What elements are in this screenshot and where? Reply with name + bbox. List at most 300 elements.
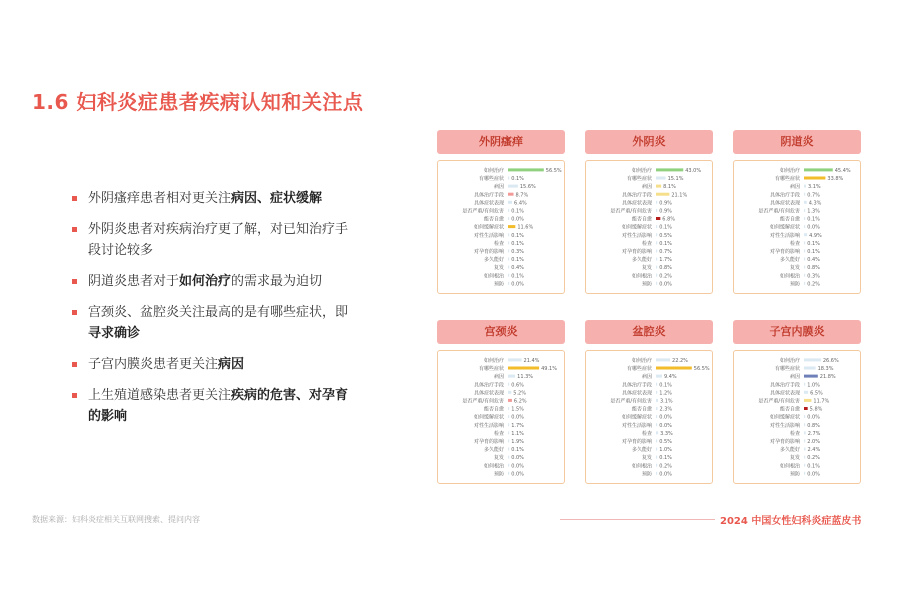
value-label: 0.1%	[659, 382, 672, 389]
bar	[804, 367, 816, 370]
category-label: 如何治疗	[483, 168, 504, 174]
chart-panel-vulvar-pruritus	[437, 130, 565, 294]
chart-title: 外阴炎	[585, 130, 713, 154]
chart-title: 盆腔炎	[585, 320, 713, 344]
bar	[508, 383, 509, 386]
category-label: 预防	[641, 281, 652, 288]
category-label: 具体症状表现	[769, 200, 800, 207]
value-label: 0.2%	[659, 463, 672, 470]
bar	[508, 464, 509, 467]
value-label: 0.0%	[659, 281, 672, 288]
value-label: 11.3%	[517, 374, 534, 381]
value-label: 0.0%	[807, 471, 820, 478]
bar	[656, 185, 661, 188]
bar	[508, 225, 515, 228]
value-label: 1.1%	[511, 430, 524, 437]
chart-title: 宫颈炎	[437, 320, 565, 344]
value-label: 21.4%	[523, 358, 540, 364]
category-label: 对性生活影响	[621, 422, 652, 429]
category-label: 如何治疗	[779, 358, 800, 364]
bar	[656, 448, 657, 451]
category-label: 能否自愈	[779, 406, 800, 413]
value-label: 8.1%	[663, 184, 676, 191]
value-label: 1.9%	[511, 439, 524, 445]
bar	[508, 407, 509, 410]
category-label: 对孕育的影响	[473, 439, 504, 445]
category-label: 是否严重/有何危害	[462, 208, 504, 215]
category-label: 复发	[789, 455, 800, 462]
bullet-marker	[72, 279, 77, 284]
value-label: 2.7%	[807, 430, 821, 437]
value-label: 1.0%	[659, 447, 672, 454]
footer-divider	[560, 519, 715, 520]
bar	[508, 274, 509, 277]
value-label: 0.1%	[807, 463, 820, 470]
bar	[804, 177, 825, 180]
value-label: 0.3%	[511, 249, 524, 255]
bar	[804, 249, 805, 252]
bullet-item: 上生殖道感染患者更关注疾病的危害、对孕育的影响	[70, 385, 360, 427]
bullet-list	[70, 188, 360, 437]
category-label: 具体症状表现	[473, 390, 504, 397]
bar	[508, 431, 509, 434]
value-label: 6.2%	[513, 398, 527, 405]
bar	[508, 367, 539, 370]
chart-box	[585, 350, 713, 484]
category-label: 病因	[789, 184, 800, 191]
bar	[508, 201, 512, 204]
bar-chart	[586, 161, 714, 293]
value-label: 15.1%	[667, 176, 684, 183]
value-label: 0.9%	[659, 208, 672, 215]
category-label: 预防	[493, 281, 504, 288]
value-label: 2.4%	[807, 447, 821, 454]
chart-box	[585, 160, 713, 294]
bar	[656, 241, 657, 244]
bar	[804, 168, 833, 171]
category-label: 复发	[493, 265, 504, 272]
value-label: 0.0%	[807, 414, 820, 421]
value-label: 0.0%	[511, 471, 524, 478]
category-label: 如何根治	[779, 463, 800, 470]
category-label: 检查	[493, 430, 504, 437]
value-label: 0.3%	[807, 273, 820, 280]
category-label: 复发	[641, 455, 652, 462]
category-label: 对性生活影响	[769, 232, 800, 239]
category-label: 如何治疗	[779, 168, 800, 174]
value-label: 56.5%	[693, 366, 710, 373]
value-label: 1.0%	[807, 382, 820, 389]
chart-panel-cervicitis	[437, 320, 565, 484]
value-label: 0.1%	[807, 249, 820, 255]
bar	[656, 249, 657, 252]
bar	[508, 185, 518, 188]
category-label: 具体治疗手段	[621, 382, 652, 389]
category-label: 具体治疗手段	[473, 192, 504, 199]
bar	[656, 383, 657, 386]
chart-panel-endometritis	[733, 320, 861, 484]
value-label: 9.4%	[663, 374, 677, 381]
bar	[804, 185, 806, 188]
category-label: 对孕育的影响	[769, 439, 800, 445]
bullet-marker	[72, 393, 77, 398]
category-label: 能否自愈	[483, 216, 504, 223]
bar	[656, 282, 657, 285]
bar	[804, 258, 805, 261]
value-label: 0.1%	[511, 273, 524, 280]
value-label: 0.8%	[807, 422, 820, 429]
category-label: 是否严重/有何危害	[610, 208, 652, 215]
value-label: 3.1%	[807, 184, 821, 191]
category-label: 具体治疗手段	[473, 382, 504, 389]
category-label: 对孕育的影响	[769, 249, 800, 255]
bar	[508, 209, 509, 212]
value-label: 0.4%	[511, 265, 524, 272]
category-label: 多久能好	[779, 447, 800, 454]
bar	[508, 358, 522, 361]
bar	[656, 472, 657, 475]
bar	[656, 456, 657, 459]
category-label: 有哪些症状	[626, 366, 652, 373]
bar	[508, 177, 509, 180]
value-label: 21.1%	[671, 192, 688, 199]
bar	[508, 241, 509, 244]
bar	[804, 241, 805, 244]
category-label: 具体症状表现	[621, 200, 652, 207]
bar	[656, 391, 657, 394]
category-label: 如何根治	[483, 273, 504, 280]
chart-box	[733, 160, 861, 294]
bar-chart	[734, 161, 862, 293]
bullet-marker	[72, 310, 77, 315]
bar	[508, 391, 511, 394]
bar	[508, 399, 512, 402]
category-label: 多久能好	[631, 447, 652, 454]
bar	[656, 375, 662, 378]
bar	[508, 439, 509, 442]
bar	[508, 266, 509, 269]
value-label: 6.5%	[810, 390, 823, 397]
value-label: 1.7%	[659, 257, 672, 264]
bar	[804, 448, 806, 451]
value-label: 0.0%	[659, 422, 672, 429]
chart-panel-pelvic-inflammatory	[585, 320, 713, 484]
bar	[656, 439, 657, 442]
value-label: 0.8%	[659, 265, 672, 272]
bar	[508, 233, 509, 236]
bar	[804, 399, 811, 402]
bar	[804, 225, 805, 228]
value-label: 0.1%	[807, 216, 820, 223]
category-label: 预防	[789, 471, 800, 478]
category-label: 如何治疗	[631, 168, 652, 174]
category-label: 能否自愈	[483, 406, 504, 413]
value-label: 49.1%	[541, 366, 557, 373]
bar	[508, 456, 509, 459]
bar	[656, 464, 657, 467]
value-label: 0.7%	[807, 192, 820, 199]
value-label: 3.1%	[659, 398, 673, 405]
bullet-marker	[72, 196, 77, 201]
category-label: 如何缓解症状	[769, 414, 800, 421]
category-label: 多久能好	[483, 447, 504, 454]
category-label: 能否自愈	[779, 216, 800, 223]
category-label: 检查	[641, 240, 652, 247]
value-label: 6.4%	[514, 200, 527, 207]
bar-chart	[586, 351, 714, 483]
category-label: 如何缓解症状	[621, 224, 652, 231]
bar	[508, 423, 509, 426]
category-label: 病因	[789, 374, 800, 381]
bar-chart	[438, 161, 566, 293]
value-label: 0.0%	[511, 414, 524, 421]
chart-title: 子宫内膜炎	[733, 320, 861, 344]
bar	[656, 399, 658, 402]
bullet-marker	[72, 362, 77, 367]
data-source-note: 数据来源：妇科炎症相关互联网搜索、提问内容	[32, 515, 200, 524]
value-label: 0.1%	[511, 447, 524, 454]
value-label: 26.6%	[822, 358, 839, 364]
category-label: 多久能好	[483, 257, 504, 264]
bar	[656, 201, 657, 204]
page-title: 1.6 妇科炎症患者疾病认知和关注点	[32, 90, 364, 114]
value-label: 18.3%	[817, 366, 834, 373]
bar	[804, 274, 805, 277]
category-label: 病因	[493, 374, 504, 381]
value-label: 5.2%	[513, 390, 526, 397]
category-label: 多久能好	[631, 257, 652, 264]
bar	[656, 233, 657, 236]
bar	[804, 358, 821, 361]
value-label: 6.8%	[662, 216, 676, 223]
value-label: 0.4%	[807, 257, 820, 264]
category-label: 复发	[493, 455, 504, 462]
value-label: 0.0%	[511, 216, 524, 223]
value-label: 0.0%	[807, 224, 820, 231]
bar	[508, 217, 509, 220]
bar	[656, 168, 683, 171]
bar	[656, 217, 660, 220]
category-label: 复发	[789, 265, 800, 272]
category-label: 具体症状表现	[473, 200, 504, 207]
bar	[804, 193, 805, 196]
category-label: 对性生活影响	[473, 232, 504, 239]
category-label: 对孕育的影响	[621, 439, 652, 445]
report-brand: 2024 中国女性妇科炎症蓝皮书	[720, 516, 862, 527]
bar	[508, 375, 515, 378]
chart-box	[733, 350, 861, 484]
bar	[804, 439, 805, 442]
value-label: 0.7%	[659, 249, 672, 255]
value-label: 0.6%	[511, 382, 524, 389]
chart-panel-vaginitis	[733, 130, 861, 294]
category-label: 是否严重/有何危害	[610, 398, 652, 405]
category-label: 有哪些症状	[626, 176, 652, 183]
category-label: 如何缓解症状	[769, 224, 800, 231]
bar	[656, 209, 657, 212]
value-label: 11.6%	[517, 224, 534, 231]
value-label: 22.2%	[672, 358, 688, 364]
value-label: 0.1%	[807, 240, 820, 247]
category-label: 复发	[641, 265, 652, 272]
bar	[804, 209, 805, 212]
bar	[508, 472, 509, 475]
bar	[656, 274, 657, 277]
category-label: 检查	[493, 240, 504, 247]
bar	[804, 472, 805, 475]
bar	[804, 217, 805, 220]
bar	[656, 431, 658, 434]
bullet-item: 子宫内膜炎患者更关注病因	[70, 354, 360, 375]
value-label: 56.5%	[545, 168, 562, 174]
bar	[656, 423, 657, 426]
bar-chart	[734, 351, 862, 483]
category-label: 有哪些症状	[774, 366, 800, 373]
bar-chart	[438, 351, 566, 483]
value-label: 2.3%	[659, 406, 673, 413]
category-label: 是否严重/有何危害	[758, 398, 800, 405]
category-label: 如何缓解症状	[621, 414, 652, 421]
value-label: 1.2%	[659, 390, 672, 397]
category-label: 对性生活影响	[769, 422, 800, 429]
category-label: 如何缓解症状	[473, 224, 504, 231]
bar	[508, 193, 514, 196]
category-label: 有哪些症状	[478, 176, 504, 183]
bar	[656, 367, 692, 370]
category-label: 如何治疗	[631, 358, 652, 364]
bar	[656, 407, 657, 410]
bar	[656, 258, 657, 261]
category-label: 具体治疗手段	[769, 192, 800, 199]
bar	[804, 375, 818, 378]
category-label: 能否自愈	[631, 406, 652, 413]
value-label: 0.0%	[659, 414, 672, 421]
bullet-marker	[72, 227, 77, 232]
category-label: 检查	[789, 430, 800, 437]
category-label: 对性生活影响	[473, 422, 504, 429]
chart-title: 外阴瘙痒	[437, 130, 565, 154]
category-label: 有哪些症状	[774, 176, 800, 183]
value-label: 0.5%	[659, 232, 672, 239]
bullet-item: 阴道炎患者对于如何治疗的需求最为迫切	[70, 271, 360, 292]
value-label: 21.8%	[819, 374, 836, 381]
category-label: 病因	[641, 374, 652, 381]
bar	[804, 415, 805, 418]
value-label: 11.7%	[813, 398, 830, 405]
category-label: 对性生活影响	[621, 232, 652, 239]
value-label: 0.9%	[659, 200, 672, 207]
bar	[508, 249, 509, 252]
bar	[656, 358, 670, 361]
category-label: 病因	[493, 184, 504, 191]
chart-box	[437, 160, 565, 294]
bar	[804, 282, 805, 285]
category-label: 预防	[789, 281, 800, 288]
value-label: 0.1%	[511, 240, 524, 247]
value-label: 0.5%	[659, 439, 672, 445]
bar	[804, 464, 805, 467]
value-label: 0.2%	[807, 281, 820, 288]
bullet-item: 外阴炎患者对疾病治疗更了解，对已知治疗手段讨论较多	[70, 219, 360, 261]
bar	[804, 391, 808, 394]
value-label: 0.0%	[659, 471, 672, 478]
bar	[656, 225, 657, 228]
category-label: 检查	[641, 430, 652, 437]
category-label: 预防	[641, 471, 652, 478]
value-label: 0.8%	[807, 265, 820, 272]
bar	[804, 423, 805, 426]
value-label: 1.3%	[807, 208, 820, 215]
chart-panel-vulvitis	[585, 130, 713, 294]
value-label: 0.1%	[511, 176, 524, 183]
category-label: 是否严重/有何危害	[462, 398, 504, 405]
value-label: 8.7%	[515, 192, 529, 199]
value-label: 4.9%	[809, 232, 822, 239]
bar	[508, 258, 509, 261]
value-label: 15.6%	[519, 184, 536, 191]
value-label: 0.1%	[659, 455, 672, 462]
bar	[508, 448, 509, 451]
category-label: 预防	[493, 471, 504, 478]
category-label: 如何缓解症状	[473, 414, 504, 421]
category-label: 如何根治	[483, 463, 504, 470]
value-label: 0.1%	[511, 232, 524, 239]
bar	[804, 383, 805, 386]
category-label: 对孕育的影响	[621, 249, 652, 255]
value-label: 0.2%	[659, 273, 672, 280]
bar	[656, 415, 657, 418]
bar	[804, 266, 805, 269]
value-label: 0.0%	[511, 281, 524, 288]
value-label: 1.5%	[511, 406, 524, 413]
category-label: 如何根治	[631, 463, 652, 470]
value-label: 43.0%	[685, 168, 702, 174]
value-label: 5.8%	[809, 406, 823, 413]
category-label: 具体症状表现	[621, 390, 652, 397]
bullet-item: 外阴瘙痒患者相对更关注病因、症状缓解	[70, 188, 360, 209]
category-label: 是否严重/有何危害	[758, 208, 800, 215]
bar	[656, 177, 666, 180]
chart-box	[437, 350, 565, 484]
bar	[804, 201, 807, 204]
category-label: 如何根治	[779, 273, 800, 280]
value-label: 0.2%	[807, 455, 820, 462]
value-label: 33.8%	[827, 176, 844, 183]
value-label: 0.0%	[511, 455, 524, 462]
bar	[508, 415, 509, 418]
chart-title: 阴道炎	[733, 130, 861, 154]
category-label: 具体治疗手段	[621, 192, 652, 199]
value-label: 0.1%	[659, 240, 672, 247]
value-label: 2.0%	[807, 439, 820, 445]
value-label: 4.3%	[808, 200, 822, 207]
bullet-item: 宫颈炎、盆腔炎关注最高的是有哪些症状，即寻求确诊	[70, 302, 360, 344]
category-label: 能否自愈	[631, 216, 652, 223]
bar	[804, 431, 806, 434]
category-label: 如何治疗	[483, 358, 504, 364]
category-label: 检查	[789, 240, 800, 247]
value-label: 0.1%	[511, 257, 524, 264]
bar	[804, 233, 807, 236]
bar	[804, 407, 808, 410]
bar	[656, 266, 657, 269]
category-label: 多久能好	[779, 257, 800, 264]
value-label: 45.4%	[834, 168, 851, 174]
category-label: 具体治疗手段	[769, 382, 800, 389]
category-label: 如何根治	[631, 273, 652, 280]
value-label: 0.0%	[511, 463, 524, 470]
category-label: 有哪些症状	[478, 366, 504, 373]
